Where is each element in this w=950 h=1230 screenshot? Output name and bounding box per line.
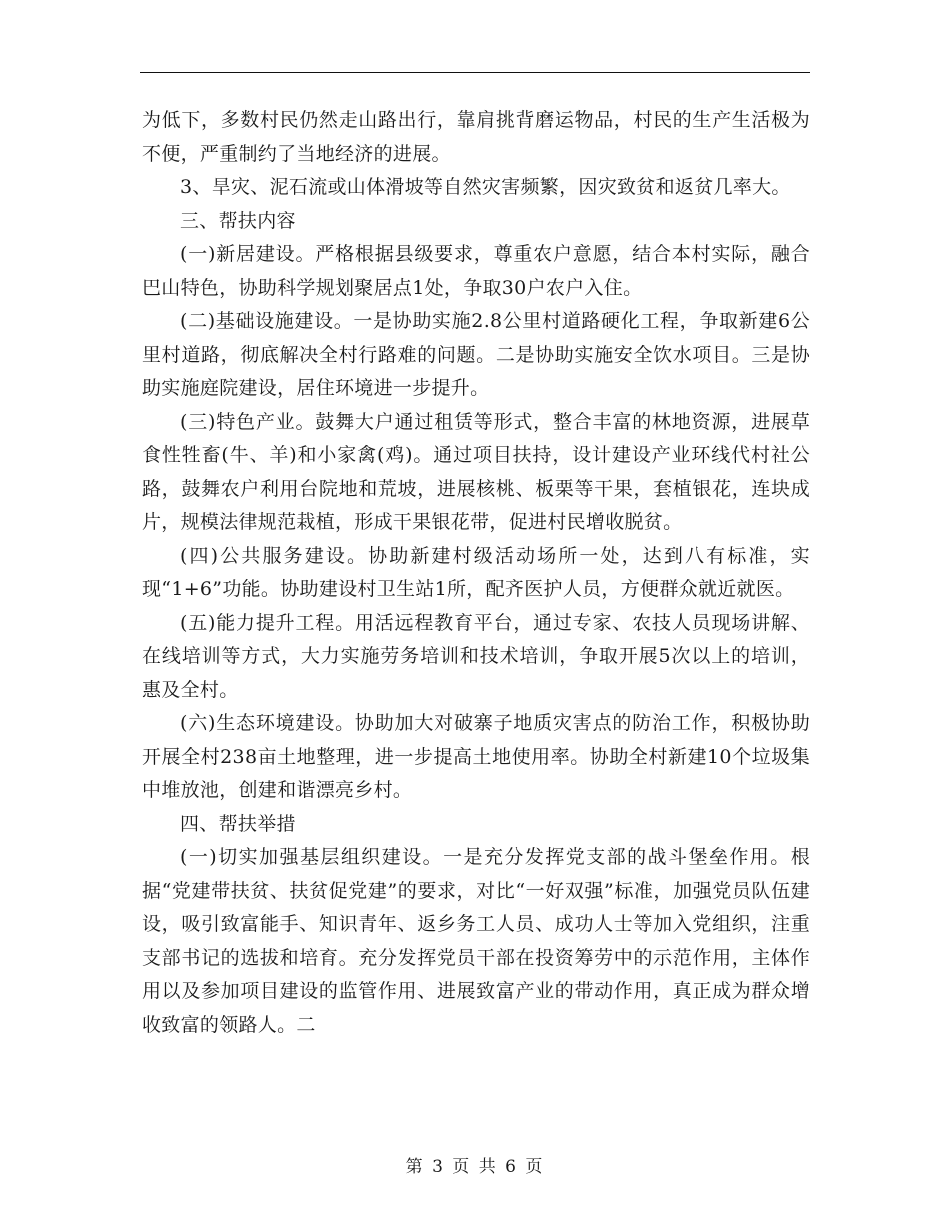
paragraph: (一)切实加强基层组织建设。一是充分发挥党支部的战斗堡垒作用。根据“党建带扶贫、扶贫促党建”的要求，对比“一好双强”标准，加强党员队伍建设，吸引致富能手、知识青年、返乡务工人员、成功人士等加入党组织，注重支部书记的选拔和培育。充分发挥党员干部在投资筹劳中的示范作用，主体作用以及参加项目建设的监管作用、进展致富产业的带动作用，真正成为群众增收致富的领路人。二	[142, 846, 810, 1036]
paragraph: 为低下，多数村民仍然走山路出行，靠肩挑背磨运物品，村民的生产生活极为不便，严重制约了当地经济的进展。	[142, 109, 810, 165]
paragraph: (三)特色产业。鼓舞大户通过租赁等形式，整合丰富的林地资源，进展草食性牲畜(牛、羊)和小家禽(鸡)。通过项目扶持，设计建设产业环线代村社公路，鼓舞农户利用台院地和荒坡，进展核桃、板栗等干果，套植银花，连块成片，规模法律规范栽植，形成干果银花带，促进村民增收脱贫。	[142, 410, 810, 533]
paragraph: (六)生态环境建设。协助加大对破寨子地质灾害点的防治工作，积极协助开展全村238亩土地整理，进一步提高土地使用率。协助全村新建10个垃圾集中堆放池，创建和谐漂亮乡村。	[142, 712, 810, 801]
section-heading: 三、帮扶内容	[180, 209, 296, 232]
page-number: 第 3 页 共 6 页	[405, 1157, 545, 1177]
header-rule	[140, 72, 810, 73]
section-heading: 四、帮扶举措	[180, 812, 296, 835]
document-body	[142, 104, 810, 1042]
paragraph: (四)公共服务建设。协助新建村级活动场所一处，达到八有标准，实现“1+6”功能。协助建设村卫生站1所，配齐医护人员，方便群众就近就医。	[142, 544, 810, 600]
paragraph: 3、旱灾、泥石流或山体滑坡等自然灾害频繁，因灾致贫和返贫几率大。	[180, 176, 791, 198]
paragraph: (一)新居建设。严格根据县级要求，尊重农户意愿，结合本村实际，融合巴山特色，协助科学规划聚居点1处，争取30户农户入住。	[142, 243, 810, 299]
paragraph: (二)基础设施建设。一是协助实施2.8公里村道路硬化工程，争取新建6公里村道路，彻底解决全村行路难的问题。二是协助实施安全饮水项目。三是协助实施庭院建设，居住环境进一步提升。	[142, 310, 810, 399]
paragraph: (五)能力提升工程。用活远程教育平台，通过专家、农技人员现场讲解、在线培训等方式，大力实施劳务培训和技术培训，争取开展5次以上的培训，惠及全村。	[142, 611, 810, 701]
